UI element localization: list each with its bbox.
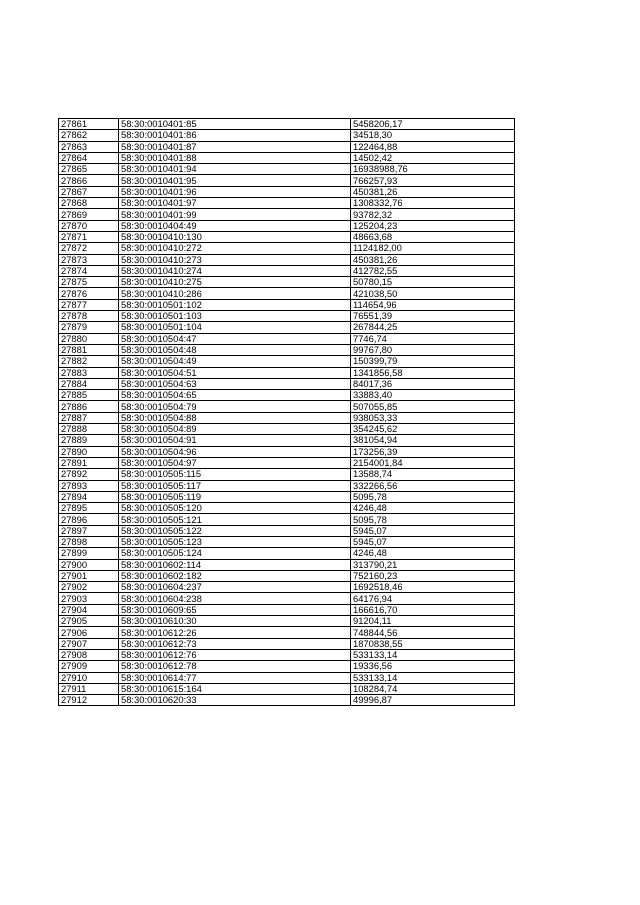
table-row bbox=[59, 457, 515, 468]
row-number-cell: 27897 bbox=[59, 525, 119, 536]
value-cell: 150399,79 bbox=[351, 356, 515, 367]
value-cell: 5095,78 bbox=[351, 514, 515, 525]
table-row bbox=[59, 243, 515, 254]
value-cell: 412782,55 bbox=[351, 265, 515, 276]
table-row bbox=[59, 367, 515, 378]
value-cell: 91204,11 bbox=[351, 616, 515, 627]
cadastral-number-cell: 58:30:0010504:48 bbox=[119, 344, 351, 355]
row-number-cell: 27861 bbox=[59, 119, 119, 130]
table-row bbox=[59, 175, 515, 186]
cadastral-number-cell: 58:30:0010504:89 bbox=[119, 424, 351, 435]
table-row bbox=[59, 469, 515, 480]
cadastral-number-cell: 58:30:0010410:275 bbox=[119, 277, 351, 288]
row-number-cell: 27888 bbox=[59, 424, 119, 435]
table-row bbox=[59, 231, 515, 242]
cadastral-number-cell: 58:30:0010614:77 bbox=[119, 672, 351, 683]
table-row bbox=[59, 254, 515, 265]
table-row bbox=[59, 661, 515, 672]
cadastral-number-cell: 58:30:0010612:78 bbox=[119, 661, 351, 672]
cadastral-number-cell: 58:30:0010604:238 bbox=[119, 593, 351, 604]
value-cell: 1870838,55 bbox=[351, 638, 515, 649]
row-number-cell: 27878 bbox=[59, 311, 119, 322]
cadastral-number-cell: 58:30:0010401:86 bbox=[119, 130, 351, 141]
row-number-cell: 27869 bbox=[59, 209, 119, 220]
row-number-cell: 27887 bbox=[59, 412, 119, 423]
cadastral-number-cell: 58:30:0010501:103 bbox=[119, 311, 351, 322]
row-number-cell: 27866 bbox=[59, 175, 119, 186]
row-number-cell: 27904 bbox=[59, 604, 119, 615]
row-number-cell: 27911 bbox=[59, 683, 119, 694]
cadastral-number-cell: 58:30:0010401:97 bbox=[119, 198, 351, 209]
cadastral-number-cell: 58:30:0010401:99 bbox=[119, 209, 351, 220]
value-cell: 267844,25 bbox=[351, 322, 515, 333]
value-cell: 14502,42 bbox=[351, 152, 515, 163]
table-row bbox=[59, 536, 515, 547]
value-cell: 49996,87 bbox=[351, 695, 515, 706]
value-cell: 34518,30 bbox=[351, 130, 515, 141]
cadastral-number-cell: 58:30:0010505:117 bbox=[119, 480, 351, 491]
row-number-cell: 27893 bbox=[59, 480, 119, 491]
value-cell: 533133,14 bbox=[351, 672, 515, 683]
value-cell: 125204,23 bbox=[351, 220, 515, 231]
row-number-cell: 27874 bbox=[59, 265, 119, 276]
value-cell: 33883,40 bbox=[351, 390, 515, 401]
row-number-cell: 27867 bbox=[59, 186, 119, 197]
table-row bbox=[59, 311, 515, 322]
cadastral-number-cell: 58:30:0010504:96 bbox=[119, 446, 351, 457]
value-cell: 48663,68 bbox=[351, 231, 515, 242]
value-cell: 19336,56 bbox=[351, 661, 515, 672]
row-number-cell: 27910 bbox=[59, 672, 119, 683]
value-cell: 4246,48 bbox=[351, 548, 515, 559]
value-cell: 5458206,17 bbox=[351, 119, 515, 130]
cadastral-number-cell: 58:30:0010401:85 bbox=[119, 119, 351, 130]
cadastral-number-cell: 58:30:0010610:30 bbox=[119, 616, 351, 627]
table-row bbox=[59, 480, 515, 491]
row-number-cell: 27895 bbox=[59, 503, 119, 514]
cadastral-number-cell: 58:30:0010410:274 bbox=[119, 265, 351, 276]
cadastral-number-cell: 58:30:0010505:121 bbox=[119, 514, 351, 525]
row-number-cell: 27894 bbox=[59, 491, 119, 502]
value-cell: 354245,62 bbox=[351, 424, 515, 435]
row-number-cell: 27912 bbox=[59, 695, 119, 706]
table-row bbox=[59, 322, 515, 333]
table-row bbox=[59, 627, 515, 638]
row-number-cell: 27885 bbox=[59, 390, 119, 401]
cadastral-number-cell: 58:30:0010615:164 bbox=[119, 683, 351, 694]
cadastral-number-cell: 58:30:0010504:47 bbox=[119, 333, 351, 344]
row-number-cell: 27906 bbox=[59, 627, 119, 638]
cadastral-number-cell: 58:30:0010505:123 bbox=[119, 536, 351, 547]
table-row bbox=[59, 695, 515, 706]
table-row bbox=[59, 412, 515, 423]
row-number-cell: 27883 bbox=[59, 367, 119, 378]
table-row bbox=[59, 649, 515, 660]
table-row bbox=[59, 152, 515, 163]
value-cell: 332266,56 bbox=[351, 480, 515, 491]
value-cell: 50780,15 bbox=[351, 277, 515, 288]
cadastral-number-cell: 58:30:0010504:97 bbox=[119, 457, 351, 468]
cadastral-number-cell: 58:30:0010504:91 bbox=[119, 435, 351, 446]
row-number-cell: 27886 bbox=[59, 401, 119, 412]
row-number-cell: 27870 bbox=[59, 220, 119, 231]
table-row bbox=[59, 333, 515, 344]
row-number-cell: 27890 bbox=[59, 446, 119, 457]
row-number-cell: 27868 bbox=[59, 198, 119, 209]
value-cell: 450381,26 bbox=[351, 186, 515, 197]
table-row bbox=[59, 344, 515, 355]
row-number-cell: 27872 bbox=[59, 243, 119, 254]
value-cell: 5945,07 bbox=[351, 536, 515, 547]
cadastral-number-cell: 58:30:0010609:65 bbox=[119, 604, 351, 615]
cadastral-number-cell: 58:30:0010410:286 bbox=[119, 288, 351, 299]
table-row bbox=[59, 198, 515, 209]
table-row bbox=[59, 638, 515, 649]
value-cell: 533133,14 bbox=[351, 649, 515, 660]
value-cell: 84017,36 bbox=[351, 378, 515, 389]
table-row bbox=[59, 164, 515, 175]
value-cell: 1308332,76 bbox=[351, 198, 515, 209]
table-row bbox=[59, 616, 515, 627]
row-number-cell: 27898 bbox=[59, 536, 119, 547]
row-number-cell: 27865 bbox=[59, 164, 119, 175]
table-row bbox=[59, 559, 515, 570]
value-cell: 752160,23 bbox=[351, 570, 515, 581]
cadastral-number-cell: 58:30:0010504:49 bbox=[119, 356, 351, 367]
cadastral-number-cell: 58:30:0010602:114 bbox=[119, 559, 351, 570]
cadastral-number-cell: 58:30:0010602:182 bbox=[119, 570, 351, 581]
table-row bbox=[59, 288, 515, 299]
cadastral-number-cell: 58:30:0010401:96 bbox=[119, 186, 351, 197]
cadastral-number-cell: 58:30:0010604:237 bbox=[119, 582, 351, 593]
cadastral-number-cell: 58:30:0010620:33 bbox=[119, 695, 351, 706]
row-number-cell: 27862 bbox=[59, 130, 119, 141]
value-cell: 64176,94 bbox=[351, 593, 515, 604]
row-number-cell: 27908 bbox=[59, 649, 119, 660]
row-number-cell: 27873 bbox=[59, 254, 119, 265]
cadastral-number-cell: 58:30:0010612:26 bbox=[119, 627, 351, 638]
row-number-cell: 27876 bbox=[59, 288, 119, 299]
value-cell: 381054,94 bbox=[351, 435, 515, 446]
cadastral-number-cell: 58:30:0010401:95 bbox=[119, 175, 351, 186]
row-number-cell: 27863 bbox=[59, 141, 119, 152]
value-cell: 173256,39 bbox=[351, 446, 515, 457]
row-number-cell: 27903 bbox=[59, 593, 119, 604]
table-row bbox=[59, 378, 515, 389]
table-row bbox=[59, 604, 515, 615]
value-cell: 421038,50 bbox=[351, 288, 515, 299]
value-cell: 2154001,84 bbox=[351, 457, 515, 468]
value-cell: 313790,21 bbox=[351, 559, 515, 570]
row-number-cell: 27882 bbox=[59, 356, 119, 367]
row-number-cell: 27896 bbox=[59, 514, 119, 525]
table-row bbox=[59, 424, 515, 435]
table-row bbox=[59, 390, 515, 401]
cadastral-number-cell: 58:30:0010504:65 bbox=[119, 390, 351, 401]
row-number-cell: 27881 bbox=[59, 344, 119, 355]
table-row bbox=[59, 277, 515, 288]
row-number-cell: 27877 bbox=[59, 299, 119, 310]
row-number-cell: 27889 bbox=[59, 435, 119, 446]
row-number-cell: 27864 bbox=[59, 152, 119, 163]
table-row bbox=[59, 130, 515, 141]
row-number-cell: 27909 bbox=[59, 661, 119, 672]
table-row bbox=[59, 141, 515, 152]
table-row bbox=[59, 548, 515, 559]
table-row bbox=[59, 525, 515, 536]
cadastral-number-cell: 58:30:0010501:104 bbox=[119, 322, 351, 333]
row-number-cell: 27892 bbox=[59, 469, 119, 480]
value-cell: 1341856,58 bbox=[351, 367, 515, 378]
table-body bbox=[59, 119, 515, 706]
row-number-cell: 27902 bbox=[59, 582, 119, 593]
row-number-cell: 27884 bbox=[59, 378, 119, 389]
cadastral-number-cell: 58:30:0010612:76 bbox=[119, 649, 351, 660]
row-number-cell: 27905 bbox=[59, 616, 119, 627]
table-row bbox=[59, 514, 515, 525]
table-row bbox=[59, 356, 515, 367]
cadastral-number-cell: 58:30:0010404:49 bbox=[119, 220, 351, 231]
cadastral-number-cell: 58:30:0010505:119 bbox=[119, 491, 351, 502]
row-number-cell: 27871 bbox=[59, 231, 119, 242]
value-cell: 1124182,00 bbox=[351, 243, 515, 254]
cadastral-number-cell: 58:30:0010401:88 bbox=[119, 152, 351, 163]
value-cell: 450381,26 bbox=[351, 254, 515, 265]
cadastral-number-cell: 58:30:0010505:115 bbox=[119, 469, 351, 480]
table-row bbox=[59, 435, 515, 446]
row-number-cell: 27880 bbox=[59, 333, 119, 344]
cadastral-number-cell: 58:30:0010401:94 bbox=[119, 164, 351, 175]
table-row bbox=[59, 683, 515, 694]
row-number-cell: 27900 bbox=[59, 559, 119, 570]
row-number-cell: 27891 bbox=[59, 457, 119, 468]
value-cell: 766257,93 bbox=[351, 175, 515, 186]
value-cell: 122464,88 bbox=[351, 141, 515, 152]
row-number-cell: 27875 bbox=[59, 277, 119, 288]
cadastral-number-cell: 58:30:0010504:79 bbox=[119, 401, 351, 412]
row-number-cell: 27901 bbox=[59, 570, 119, 581]
table-row bbox=[59, 672, 515, 683]
cadastral-number-cell: 58:30:0010410:273 bbox=[119, 254, 351, 265]
value-cell: 748844,56 bbox=[351, 627, 515, 638]
table-row bbox=[59, 220, 515, 231]
table-row bbox=[59, 299, 515, 310]
table-row bbox=[59, 593, 515, 604]
value-cell: 1692518,46 bbox=[351, 582, 515, 593]
cadastral-number-cell: 58:30:0010504:88 bbox=[119, 412, 351, 423]
value-cell: 5945,07 bbox=[351, 525, 515, 536]
value-cell: 114654,96 bbox=[351, 299, 515, 310]
value-cell: 99767,80 bbox=[351, 344, 515, 355]
table-row bbox=[59, 265, 515, 276]
cadastral-number-cell: 58:30:0010501:102 bbox=[119, 299, 351, 310]
row-number-cell: 27899 bbox=[59, 548, 119, 559]
value-cell: 7746,74 bbox=[351, 333, 515, 344]
value-cell: 93782,32 bbox=[351, 209, 515, 220]
cadastral-number-cell: 58:30:0010612:73 bbox=[119, 638, 351, 649]
value-cell: 507055,85 bbox=[351, 401, 515, 412]
value-cell: 4246,48 bbox=[351, 503, 515, 514]
value-cell: 166616,70 bbox=[351, 604, 515, 615]
value-cell: 76551,39 bbox=[351, 311, 515, 322]
row-number-cell: 27907 bbox=[59, 638, 119, 649]
table-row bbox=[59, 582, 515, 593]
value-cell: 108284,74 bbox=[351, 683, 515, 694]
cadastral-number-cell: 58:30:0010505:124 bbox=[119, 548, 351, 559]
value-cell: 13588,74 bbox=[351, 469, 515, 480]
table-row bbox=[59, 119, 515, 130]
table-row bbox=[59, 186, 515, 197]
data-table bbox=[58, 118, 515, 706]
value-cell: 938053,33 bbox=[351, 412, 515, 423]
cadastral-number-cell: 58:30:0010410:272 bbox=[119, 243, 351, 254]
row-number-cell: 27879 bbox=[59, 322, 119, 333]
cadastral-number-cell: 58:30:0010401:87 bbox=[119, 141, 351, 152]
cadastral-number-cell: 58:30:0010504:63 bbox=[119, 378, 351, 389]
table-row bbox=[59, 401, 515, 412]
cadastral-number-cell: 58:30:0010505:120 bbox=[119, 503, 351, 514]
table-row bbox=[59, 209, 515, 220]
cadastral-number-cell: 58:30:0010504:51 bbox=[119, 367, 351, 378]
value-cell: 16938988,76 bbox=[351, 164, 515, 175]
table-row bbox=[59, 570, 515, 581]
table-row bbox=[59, 503, 515, 514]
cadastral-number-cell: 58:30:0010410:130 bbox=[119, 231, 351, 242]
table-row bbox=[59, 491, 515, 502]
cadastral-number-cell: 58:30:0010505:122 bbox=[119, 525, 351, 536]
table-row bbox=[59, 446, 515, 457]
value-cell: 5095,78 bbox=[351, 491, 515, 502]
